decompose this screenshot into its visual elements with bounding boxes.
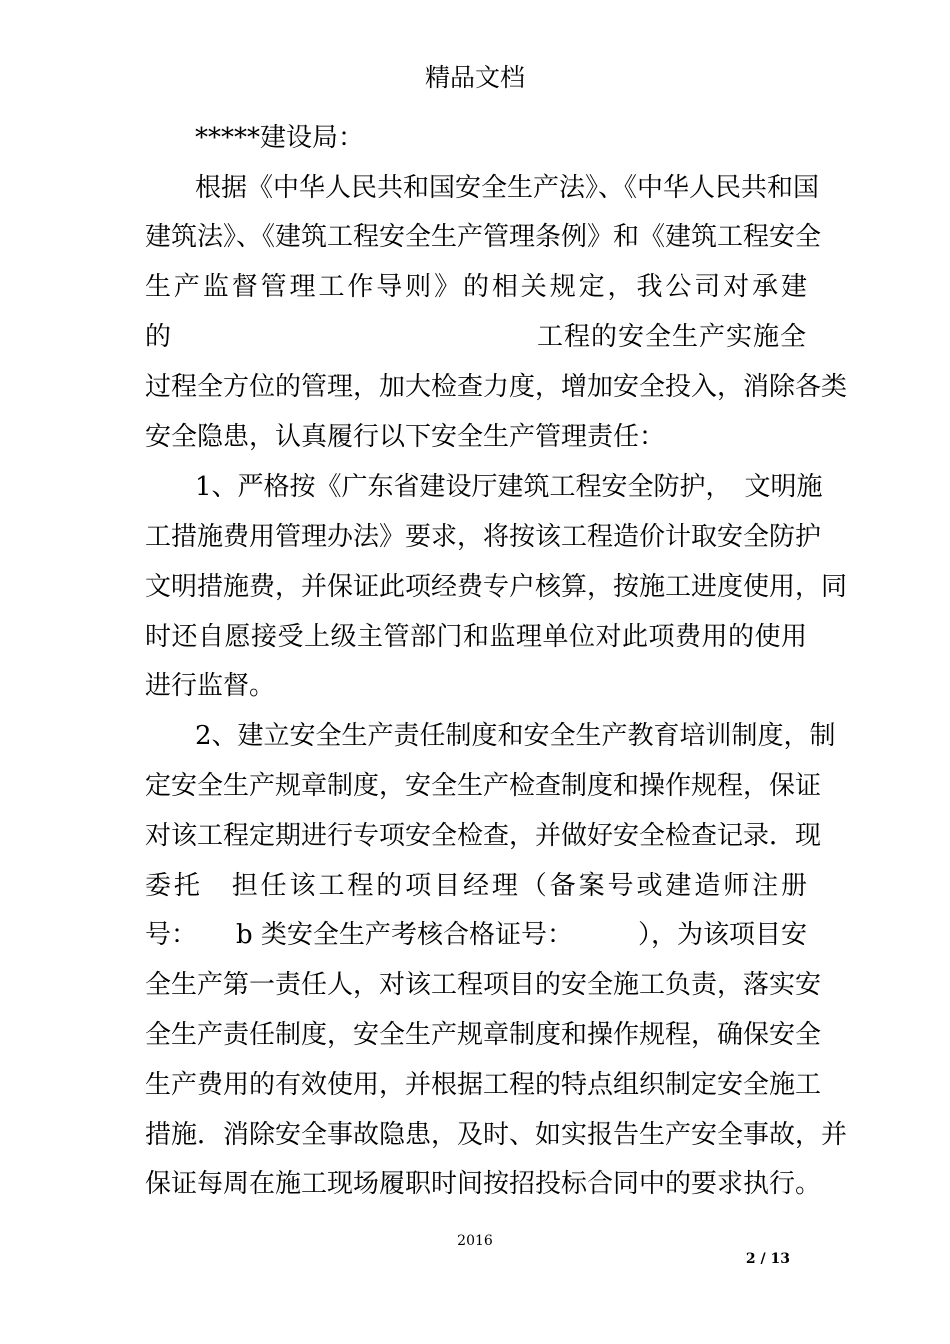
body-line: 委托 担任该工程的项目经理（备案号或建造师注册 bbox=[145, 871, 807, 901]
clause-1-line: 1、严格按《广东省建设厅建筑工程安全防护， 文明施 bbox=[195, 472, 823, 502]
body-line-end: 工程的安全生产实施全 bbox=[536, 322, 807, 352]
clause-2-line: 2、建立安全生产责任制度和安全生产教育培训制度，制 bbox=[195, 721, 836, 751]
body-line: 建筑法》、《建筑工程安全生产管理条例》和《建筑工程安全 bbox=[145, 222, 822, 252]
body-line: 生产费用的有效使用，并根据工程的特点组织制定安全施工 bbox=[145, 1070, 822, 1100]
body-line: 号： b 类安全生产考核合格证号： ），为该项目安 bbox=[145, 920, 807, 950]
body-line: 保证每周在施工现场履职时间按招投标合同中的要求执行。 bbox=[145, 1169, 822, 1199]
body-line: 安全隐患，认真履行以下安全生产管理责任： bbox=[145, 422, 666, 452]
body-line: 时还自愿接受上级主管部门和监理单位对此项费用的使用 bbox=[145, 622, 807, 652]
body-line: 进行监督。 bbox=[145, 671, 276, 701]
body-line: 措施．消除安全事故隐患，及时、如实报告生产安全事故，并 bbox=[145, 1120, 848, 1150]
page-header-title: 精品文档 bbox=[424, 63, 525, 92]
body-line-with-blank bbox=[145, 317, 807, 357]
body-line: 根据《中华人民共和国安全生产法》、《中华人民共和国 bbox=[195, 173, 820, 203]
body-line: 文明措施费，并保证此项经费专户核算，按施工进度使用，同 bbox=[145, 572, 848, 602]
body-line: 过程全方位的管理，加大检查力度，增加安全投入，消除各类 bbox=[145, 372, 848, 402]
body-line: 定安全生产规章制度，安全生产检查制度和操作规程，保证 bbox=[145, 771, 822, 801]
footer-year: 2016 bbox=[457, 1233, 493, 1249]
body-line: 对该工程定期进行专项安全检查，并做好安全检查记录．现 bbox=[145, 821, 822, 851]
body-line-start: 的 bbox=[145, 322, 172, 352]
page-number: 2 / 13 bbox=[745, 1251, 790, 1267]
body-line: 全生产第一责任人，对该工程项目的安全施工负责，落实安 bbox=[145, 970, 822, 1000]
body-line: 全生产责任制度，安全生产规章制度和操作规程，确保安全 bbox=[145, 1020, 822, 1050]
salutation: *****建设局： bbox=[195, 123, 365, 153]
body-line: 工措施费用管理办法》要求，将按该工程造价计取安全防护 bbox=[145, 522, 822, 552]
body-line: 生产监督管理工作导则》的相关规定，我公司对承建 bbox=[145, 272, 807, 302]
